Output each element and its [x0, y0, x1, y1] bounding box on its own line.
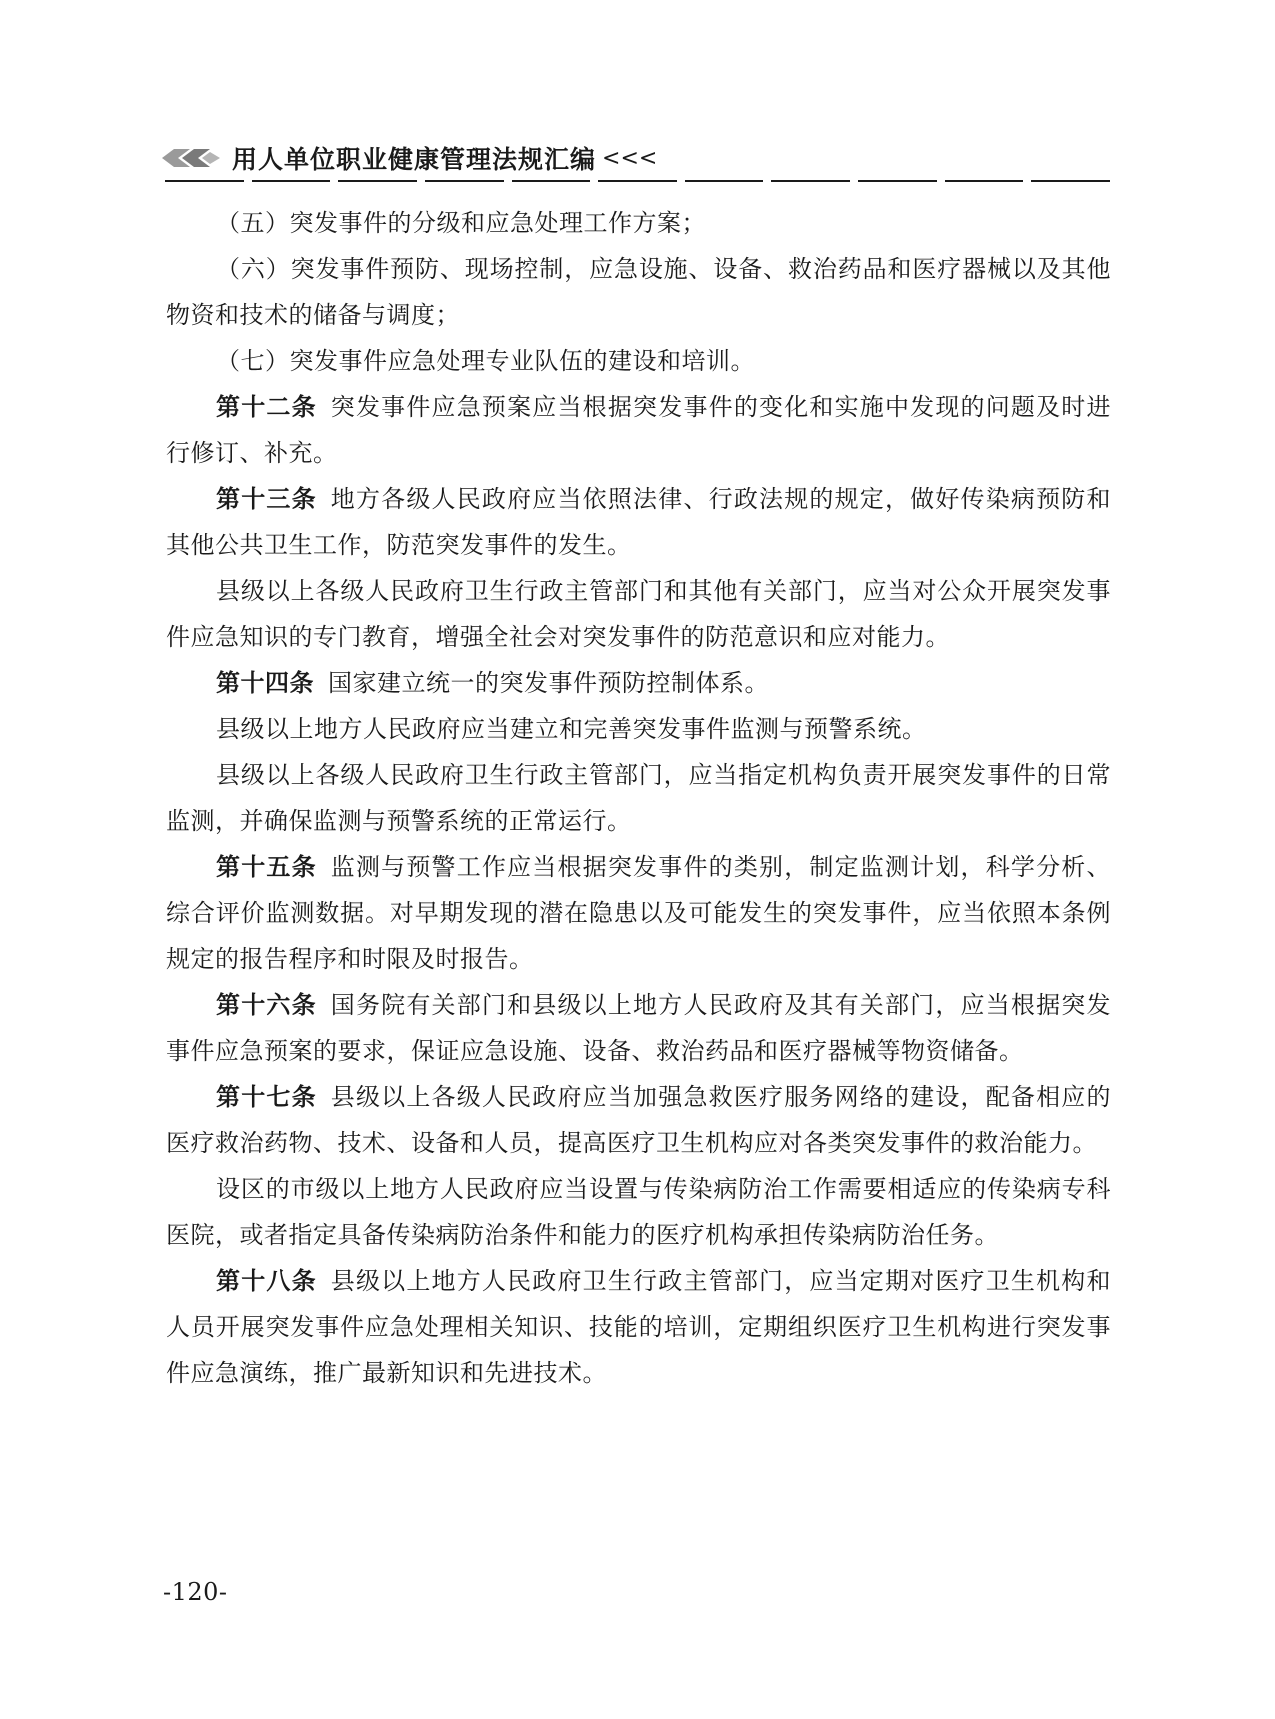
paragraph — [166, 568, 1111, 660]
paragraph — [166, 246, 1111, 338]
paragraph-text: 突发事件应急预案应当根据突发事件的变化和实施中发现的问题及时进行修订、补充。 — [166, 393, 1111, 467]
paragraph — [166, 338, 1111, 384]
paragraph-text: 国务院有关部门和县级以上地方人民政府及其有关部门，应当根据突发事件应急预案的要求，保证应急设施、设备、救治药品和医疗器械等物资储备。 — [166, 991, 1111, 1065]
paragraph — [166, 660, 1111, 706]
paragraph-text: 国家建立统一的突发事件预防控制体系。 — [328, 669, 769, 697]
paragraph-text: 县级以上地方人民政府卫生行政主管部门，应当定期对医疗卫生机构和人员开展突发事件应急处理相关知识、技能的培训，定期组织医疗卫生机构进行突发事件应急演练，推广最新知识和先进技术。 — [166, 1267, 1111, 1387]
page-number: -120- — [163, 1578, 228, 1606]
paragraph — [166, 200, 1111, 246]
paragraph-text: （五）突发事件的分级和应急处理工作方案； — [216, 209, 706, 237]
article-number: 第十五条 — [216, 853, 317, 881]
paragraph — [166, 384, 1111, 476]
article-number: 第十七条 — [216, 1083, 317, 1111]
paragraph — [166, 1166, 1111, 1258]
paragraph — [166, 706, 1111, 752]
paragraph — [166, 752, 1111, 844]
article-number: 第十六条 — [216, 991, 317, 1019]
paragraph — [166, 476, 1111, 568]
paragraph-text: 县级以上各级人民政府卫生行政主管部门，应当指定机构负责开展突发事件的日常监测，并确保监测与预警系统的正常运行。 — [166, 761, 1111, 835]
running-header — [160, 140, 657, 176]
paragraph-text: （六）突发事件预防、现场控制，应急设施、设备、救治药品和医疗器械以及其他物资和技术的储备与调度； — [166, 255, 1111, 329]
paragraph-text: 县级以上地方人民政府应当建立和完善突发事件监测与预警系统。 — [216, 715, 927, 743]
paragraph-text: 监测与预警工作应当根据突发事件的类别，制定监测计划，科学分析、综合评价监测数据。对早期发现的潜在隐患以及可能发生的突发事件，应当依照本条例规定的报告程序和时限及时报告。 — [166, 853, 1111, 973]
article-number: 第十二条 — [216, 393, 317, 421]
double-arrow-logo-icon — [160, 147, 222, 169]
paragraph-text: 县级以上各级人民政府应当加强急救医疗服务网络的建设，配备相应的医疗救治药物、技术、设备和人员，提高医疗卫生机构应对各类突发事件的救治能力。 — [166, 1083, 1111, 1157]
paragraph — [166, 1258, 1111, 1396]
paragraph — [166, 844, 1111, 982]
paragraph — [166, 1074, 1111, 1166]
book-title: 用人单位职业健康管理法规汇编 — [232, 145, 597, 174]
header-chevrons: <<< — [602, 145, 658, 171]
paragraph-text: 县级以上各级人民政府卫生行政主管部门和其他有关部门，应当对公众开展突发事件应急知识的专门教育，增强全社会对突发事件的防范意识和应对能力。 — [166, 577, 1111, 651]
article-body — [166, 200, 1111, 1396]
paragraph-text: 设区的市级以上地方人民政府应当设置与传染病防治工作需要相适应的传染病专科医院，或者指定具备传染病防治条件和能力的医疗机构承担传染病防治任务。 — [166, 1175, 1111, 1249]
article-number: 第十四条 — [216, 669, 314, 697]
article-number: 第十三条 — [216, 485, 317, 513]
article-number: 第十八条 — [216, 1267, 317, 1295]
paragraph-text: （七）突发事件应急处理专业队伍的建设和培训。 — [216, 347, 755, 375]
paragraph — [166, 982, 1111, 1074]
header-divider — [165, 180, 1110, 186]
paragraph-text: 地方各级人民政府应当依照法律、行政法规的规定，做好传染病预防和其他公共卫生工作，防范突发事件的发生。 — [166, 485, 1111, 559]
